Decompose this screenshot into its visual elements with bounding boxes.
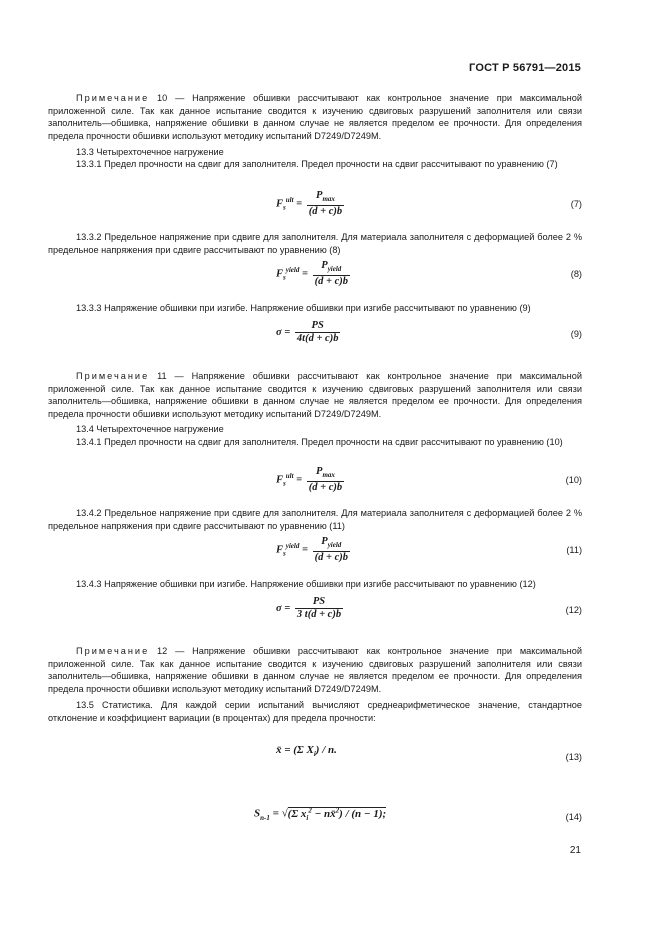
equation-14: $S_{n-1} = √(\Sigma$ $x_i^2$ − nx̄$^2$) / (n − 1); (14) (254, 806, 582, 822)
section-13-3-title: 13.3 Четырехточечное нагружение (76, 147, 224, 157)
equation-number: (12) (565, 605, 582, 615)
equation-8: $F_s^{yield}$ = $\frac{P_{yield}}{(d + c)b}$ (8) (276, 260, 582, 288)
note-12 (48, 645, 582, 695)
note-11 (48, 370, 582, 420)
paragraph-13-5: 13.5 Статистика. Для каждой серии испытаний вычисляют среднеарифметическое значение, стандартное отклонение и коэффициент вариации (в процентах) для предела прочности: (48, 700, 582, 723)
note-text: 10 — Напряжение обшивки рассчитывают как контрольное значение при максимальной приложенной силе. Так как данное испытание сводится к изучению сдвиговых разрушений заполнителя или связи заполнитель—обшивка, напряжение обшивки в данном случае не является пределом ее прочности. Для определения предела прочности обшивки используют методику испытаний D7249/D7249M. (48, 93, 582, 141)
paragraph-13-3-3: 13.3.3 Напряжение обшивки при изгибе. Напряжение обшивки при изгибе рассчитывают по уравнению (9) (76, 303, 531, 313)
equation-10: $F_s^{ult}$ = $\frac{P_{max}}{(d + c)b}$ (10) (276, 466, 582, 494)
note-text: 12 — Напряжение обшивки рассчитывают как контрольное значение при максимальной приложенной силе. Так как данное испытание сводится к изучению сдвиговых разрушений заполнителя или связи заполнитель—обшивка, напряжение обшивки в данном случае не является пределом ее прочности. Для определения предела прочности обшивки используют методику испытаний D7249/D7249M. (48, 646, 582, 694)
equation-9: σ = $\frac{PS}{4t(d + c)b}$ (9) (276, 320, 582, 344)
note-label: Примечание (76, 646, 150, 656)
equation-12: σ = $\frac{PS}{3 t(d + c)b}$ (12) (276, 596, 582, 620)
equation-number: (10) (565, 475, 582, 485)
note-text: 11 — Напряжение обшивки рассчитывают как контрольное значение при максимальной приложенной силе. Так как данное испытание сводится к изучению сдвиговых разрушений заполнителя или связи заполнитель—обшивка, напряжение обшивки в данном случае не является пределом ее прочности. Для определения предела прочности обшивки используют методику испытаний D7249/D7249M. (48, 371, 582, 419)
equation-7: $F_s^{ult}$ = $\frac{P_{max}}{(d + c)b}$ (7) (276, 190, 582, 218)
equation-number: (11) (566, 545, 582, 555)
paragraph-13-4-3: 13.4.3 Напряжение обшивки при изгибе. Напряжение обшивки при изгибе рассчитывают по уравнению (12) (76, 579, 536, 589)
equation-13: x̄ = (Σ $X_i$) / n. (13) (276, 744, 582, 762)
paragraph-13-3-2: 13.3.2 Предельное напряжение при сдвиге для заполнителя. Для материала заполнителя с деформацией более 2 % предельное напряжения при сдвиге рассчитывают по уравнению (8) (48, 232, 582, 255)
page-number: 21 (569, 845, 581, 856)
equation-number: (9) (570, 329, 582, 339)
paragraph-13-4-1: 13.4.1 Предел прочности на сдвиг для заполнителя. Предел прочности на сдвиг рассчитывают по уравнению (10) (76, 437, 563, 447)
paragraph-13-4-2: 13.4.2 Предельное напряжение при сдвиге для заполнителя. Для материала заполнителя с деформацией более 2 % предельное напряжения при сдвиге рассчитывают по уравнению (11) (48, 508, 582, 531)
note-10 (48, 92, 582, 142)
note-label: Примечание (76, 371, 150, 381)
document-code-header: ГОСТ Р 56791—2015 (469, 62, 581, 74)
equation-number: (7) (570, 199, 582, 209)
equation-number: (13) (565, 752, 582, 762)
equation-number: (14) (565, 812, 582, 822)
paragraph-13-3-1: 13.3.1 Предел прочности на сдвиг для заполнителя. Предел прочности на сдвиг рассчитывают по уравнению (7) (76, 159, 558, 169)
section-13-4-title: 13.4 Четырехточечное нагружение (76, 424, 224, 434)
equation-11: $F_s^{yield}$ = $\frac{P_{yield}}{(d + c)b}$ (11) (276, 536, 582, 564)
note-label: Примечание (76, 93, 150, 103)
equation-number: (8) (570, 269, 582, 279)
